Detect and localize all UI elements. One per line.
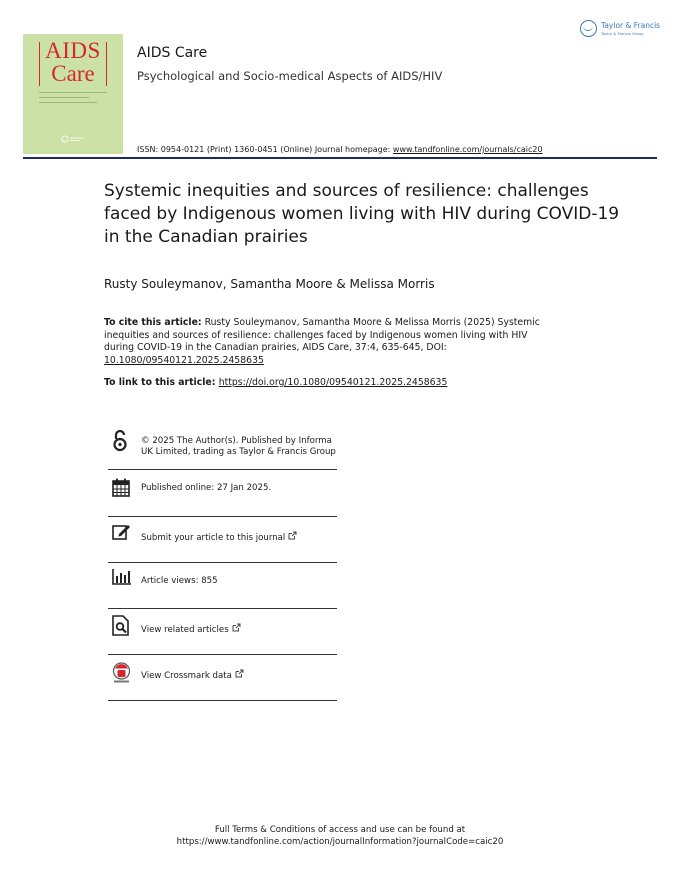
citation-text: Rusty Souleymanov, Samantha Moore & Melissa Morris (2025) Systemic inequities and sources of resilience: challenges faced by Indigenous women living with HIV during COVID-19 in the Canadian prairies, AIDS Care, 37:4, 635-645, DOI: bbox=[104, 317, 540, 353]
related-articles-link[interactable] bbox=[141, 623, 341, 636]
journal-subtitle: Psychological and Socio-medical Aspects of AIDS/HIV bbox=[137, 69, 443, 83]
citation-label: To cite this article: bbox=[104, 317, 202, 328]
cover-text-line bbox=[39, 97, 89, 98]
cover-publisher-logo bbox=[61, 134, 85, 144]
crossmark-row[interactable] bbox=[108, 662, 337, 701]
published-text: Published online: 27 Jan 2025. bbox=[141, 483, 272, 493]
issn-text: ISSN: 0954-0121 (Print) 1360-0451 (Online) Journal homepage: bbox=[137, 145, 393, 154]
open-access-row bbox=[108, 430, 337, 470]
calendar-icon bbox=[112, 478, 130, 497]
crossmark-text: View Crossmark data bbox=[141, 671, 232, 681]
open-access-text: © 2025 The Author(s). Published by Informa UK Limited, trading as Taylor & Francis Group bbox=[141, 436, 336, 457]
edit-icon bbox=[112, 523, 131, 540]
external-link-icon bbox=[232, 623, 241, 632]
citation-doi-link[interactable]: 10.1080/09540121.2025.2458635 bbox=[104, 354, 264, 366]
search-document-icon bbox=[112, 615, 130, 636]
submit-article-link[interactable] bbox=[141, 531, 341, 544]
crossmark-link[interactable] bbox=[141, 669, 341, 682]
issn-line bbox=[137, 145, 543, 154]
related-articles-text: View related articles bbox=[141, 625, 229, 635]
publisher-logo[interactable] bbox=[580, 19, 664, 41]
journal-title: AIDS Care bbox=[137, 45, 208, 61]
article-views-text: Article views: 855 bbox=[141, 576, 218, 586]
submit-article-text: Submit your article to this journal bbox=[141, 533, 286, 543]
article-link-label: To link to this article: bbox=[104, 377, 219, 388]
open-lock-icon bbox=[112, 430, 128, 452]
cover-text-line bbox=[39, 92, 107, 93]
footer bbox=[0, 824, 680, 848]
publisher-logo-icon bbox=[580, 20, 597, 37]
info-divider bbox=[108, 516, 337, 517]
footer-terms-text: Full Terms & Conditions of access and use can be found at bbox=[214, 825, 466, 835]
cover-text-line bbox=[39, 102, 97, 103]
footer-terms-link[interactable]: https://www.tandfonline.com/action/journalInformation?journalCode=caic20 bbox=[176, 837, 504, 847]
journal-cover-image bbox=[23, 34, 123, 154]
article-doi-link[interactable]: https://doi.org/10.1080/09540121.2025.2458635 bbox=[218, 377, 448, 388]
header-divider bbox=[23, 157, 657, 159]
crossmark-icon bbox=[112, 662, 131, 684]
cover-title-bottom: Care bbox=[51, 61, 95, 86]
published-row bbox=[108, 478, 337, 517]
info-divider bbox=[108, 654, 337, 655]
citation-block bbox=[104, 317, 554, 367]
article-views-row bbox=[108, 569, 337, 609]
submit-article-row[interactable] bbox=[108, 523, 337, 563]
article-authors: Rusty Souleymanov, Samantha Moore & Melissa Morris bbox=[104, 277, 435, 291]
info-divider bbox=[108, 700, 337, 701]
publisher-name: Taylor & Francis bbox=[601, 21, 661, 30]
article-link-block bbox=[104, 377, 447, 388]
related-articles-row[interactable] bbox=[108, 615, 337, 655]
article-title: Systemic inequities and sources of resilience: challenges faced by Indigenous women living with HIV during COVID-19 in the Canadian prairies bbox=[104, 181, 620, 247]
publisher-tagline: Taylor & Francis Group bbox=[601, 31, 644, 36]
info-divider bbox=[108, 469, 337, 470]
bar-chart-icon bbox=[112, 569, 132, 585]
external-link-icon bbox=[235, 669, 244, 678]
external-link-icon bbox=[288, 531, 297, 540]
journal-homepage-link[interactable]: www.tandfonline.com/journals/caic20 bbox=[392, 145, 543, 154]
cover-title-top: AIDS bbox=[45, 38, 101, 63]
info-divider bbox=[108, 608, 337, 609]
info-divider bbox=[108, 562, 337, 563]
